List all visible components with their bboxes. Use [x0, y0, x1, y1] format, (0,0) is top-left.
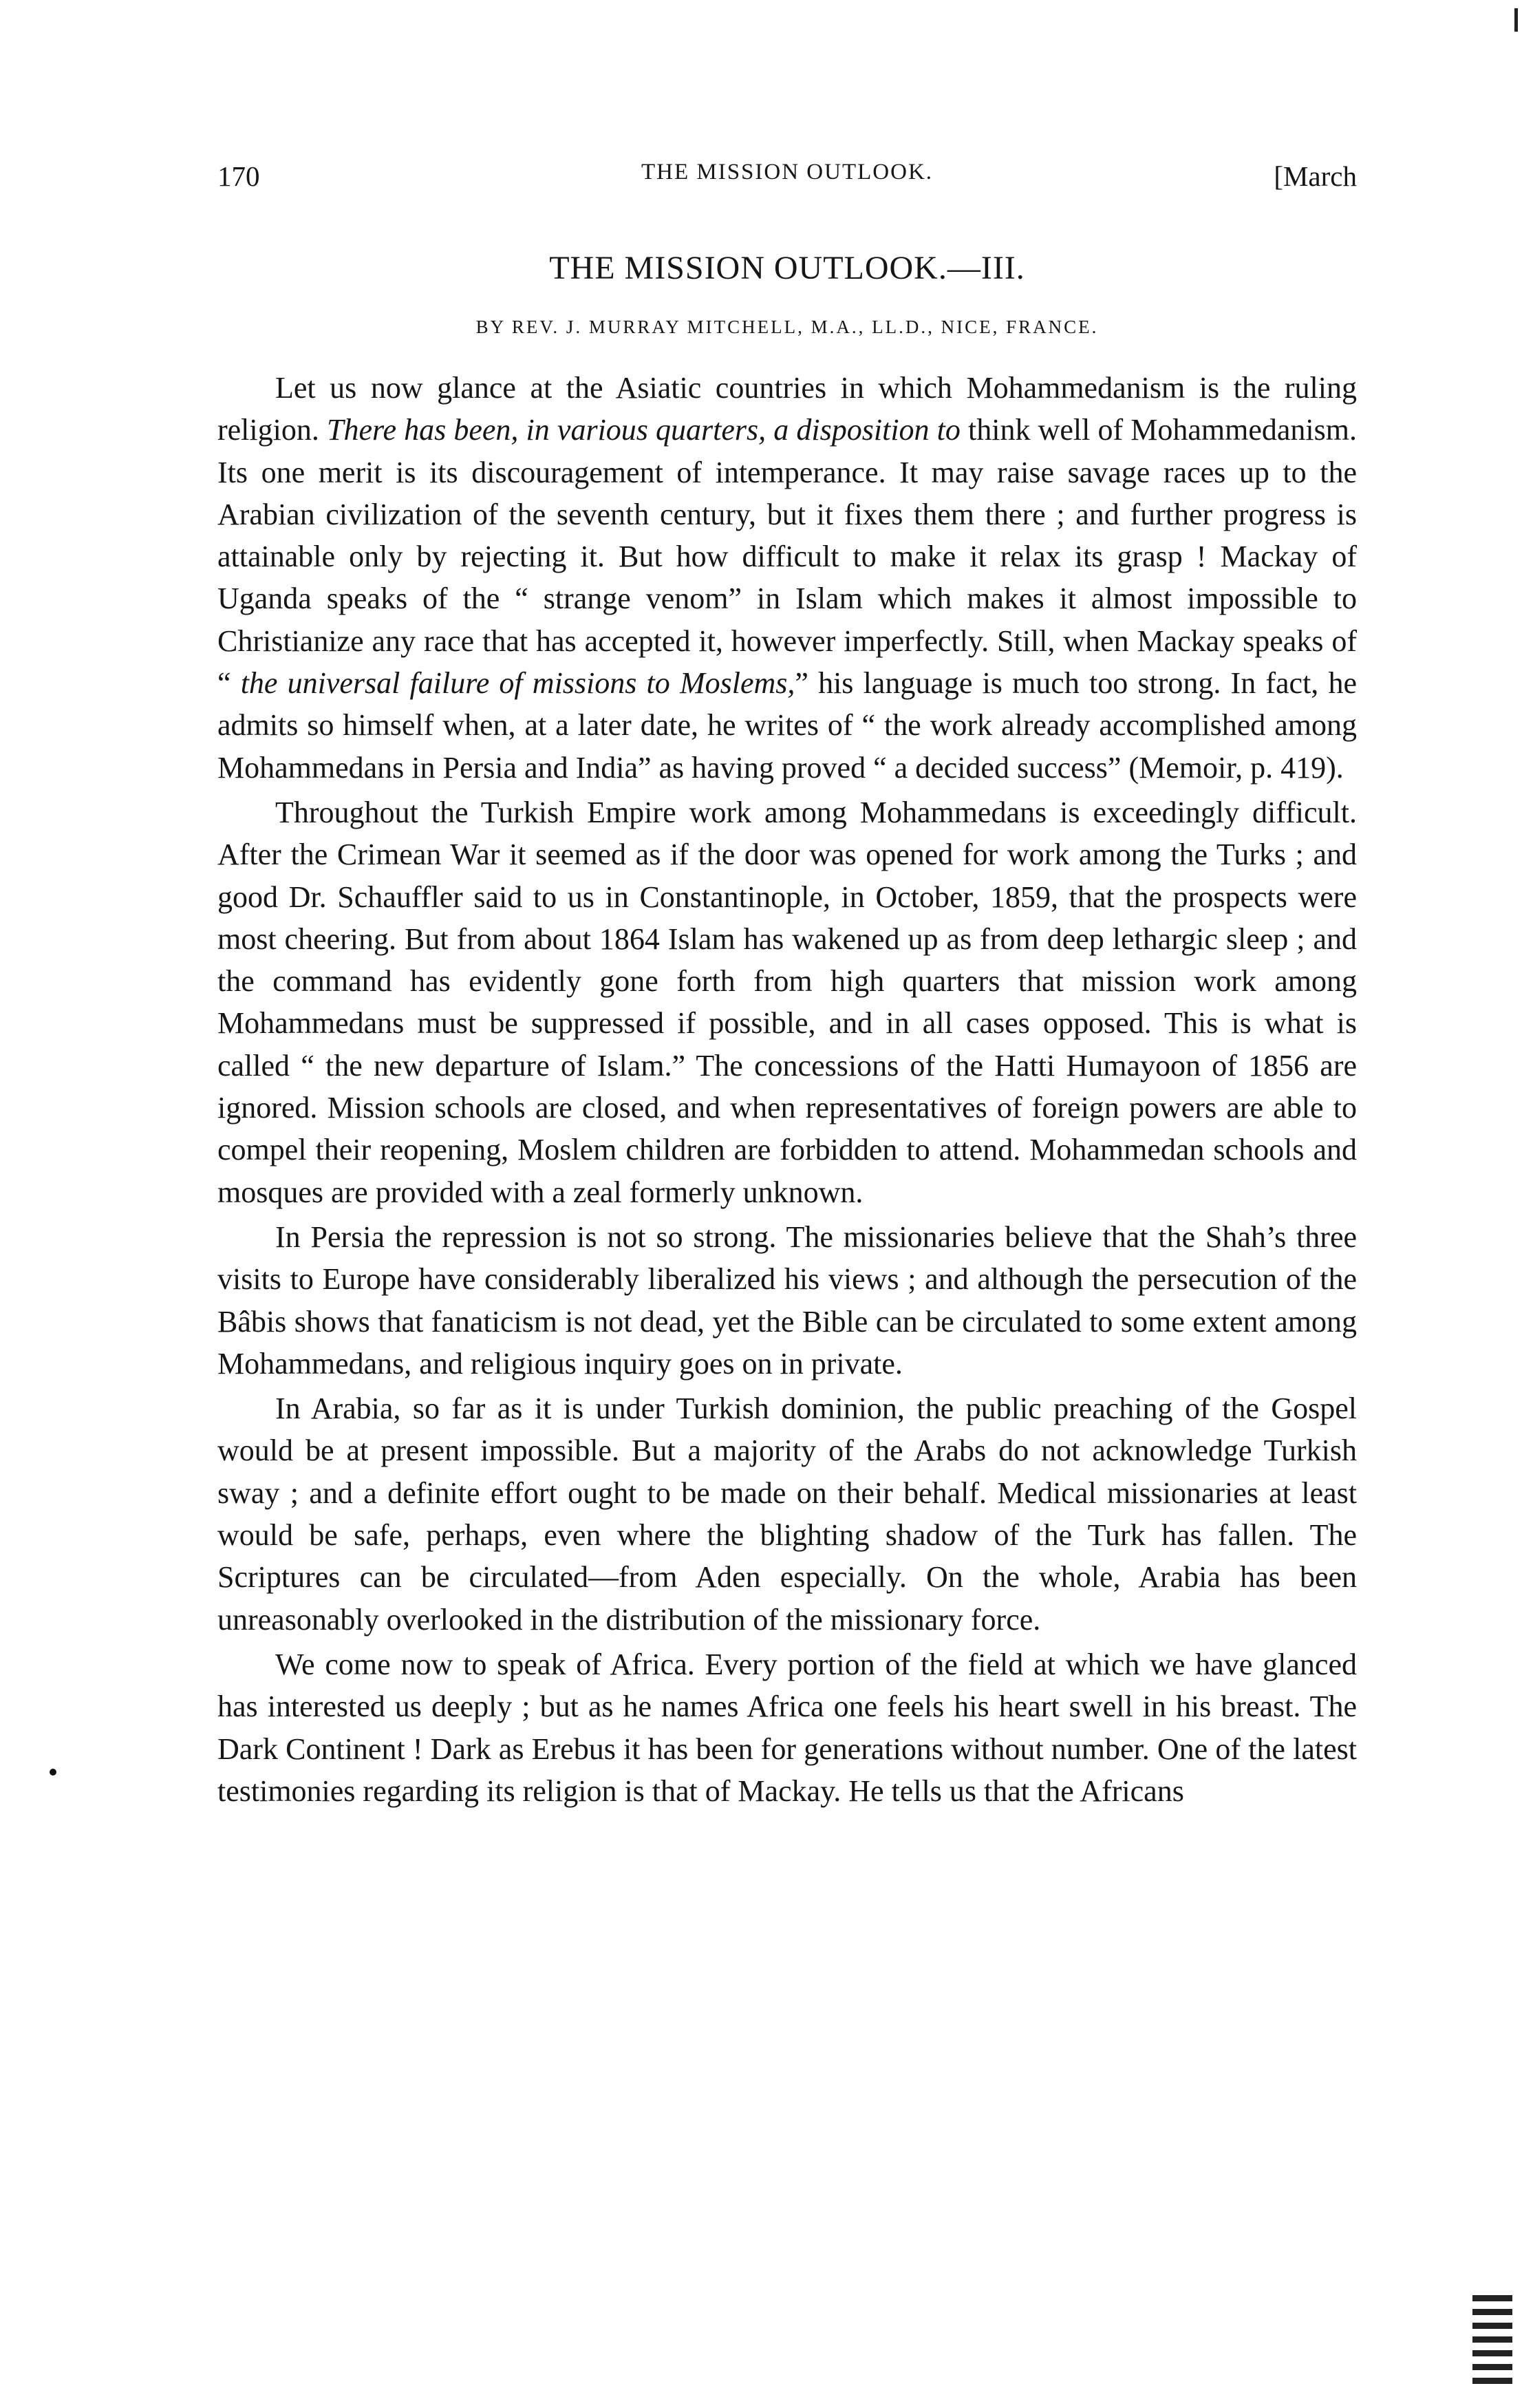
text-run: ” his language is much too strong. In fact, he admits so himself when, at a later date, he writes of “ the work already accomplished among Mohammedans in Persia and India” as having proved “ a decided success” (Memoir, p. 419). [217, 666, 1358, 785]
byline: BY REV. J. MURRAY MITCHELL, M.A., LL.D., NICE, FRANCE. [475, 317, 1099, 337]
paragraph: We come now to speak of Africa. Every portion of the field at which we have glanced has interested us deeply ; but as he names Africa one feels his heart swell in his breast. The Dark Continent ! Dark as Erebus it has been for generations without number. One of the latest testimonies regarding its religion is that of Mackay. He tells us that the Africans [217, 1647, 1357, 1808]
article-title: THE MISSION OUTLOOK.—III. [549, 250, 1025, 286]
italic-text-run: the universal failure of missions to Moslems, [240, 666, 795, 701]
text-run: Let us now glance at the Asiatic countries in which Mohammedanism is the ruling religion. [217, 371, 1357, 447]
article-body [217, 367, 1357, 1812]
page-number: 170 [217, 160, 260, 192]
text-run: think well of Mohammedanism. Its one merit is its discouragement of intemperance. It may raise savage races up to the Arabian civilization of the seventh century, but it fixes them there ; and further progress is attainable only by rejecting it. But how difficult to make it relax its grasp ! Mackay of Uganda speaks of the “ strange venom” in Islam which makes it almost impossible to Christianize any race that has accepted it, however imperfectly. Still, when Mackay speaks of “ [217, 413, 1357, 701]
running-title: THE MISSION OUTLOOK. [641, 160, 934, 184]
library-stamp-icon [1472, 2295, 1512, 2398]
running-head [217, 160, 1357, 201]
paragraph: In Persia the repression is not so strong. The missionaries believe that the Shah’s three visits to Europe have considerably liberalized his views ; and although the persecution of the Bâbis shows that fanaticism is not dead, yet the Bible can be circulated to some extent among Mohammedans, and religious inquiry goes on in private. [217, 1219, 1357, 1381]
paragraph: Throughout the Turkish Empire work among Mohammedans is exceedingly difficult. After the Crimean War it seemed as if the door was opened for work among the Turks ; and good Dr. Schauffler said to us in Constantinople, in October, 1859, that the prospects were most cheering. But from about 1864 Islam has wakened up as from deep lethargic sleep ; and the command has evidently gone forth from high quarters that mission work among Mohammedans must be suppressed if possible, and in all cases opposed. This is what is called “ the new departure of Islam.” The concessions of the Hatti Humayoon of 1856 are ignored. Mission schools are closed, and when representatives of foreign powers are able to compel their reopening, Moslem children are forbidden to attend. Mohammedan schools and mosques are provided with a zeal formerly unknown. [217, 795, 1357, 1209]
paragraph [217, 367, 1357, 789]
margin-dot [50, 1769, 56, 1776]
scan-mark [1514, 8, 1518, 32]
running-date: [March [1274, 160, 1357, 192]
italic-text-run: There has been, in various quarters, a disposition to [326, 413, 961, 447]
paragraph: In Arabia, so far as it is under Turkish dominion, the public preaching of the Gospel would be at present impossible. But a majority of the Arabs do not acknowledge Turkish sway ; and a definite effort ought to be made on their behalf. Medical missionaries at least would be safe, perhaps, even where the blighting shadow of the Turk has fallen. The Scriptures can be circulated—from Aden especially. On the whole, Arabia has been unreasonably overlooked in the distribution of the missionary force. [217, 1392, 1357, 1637]
